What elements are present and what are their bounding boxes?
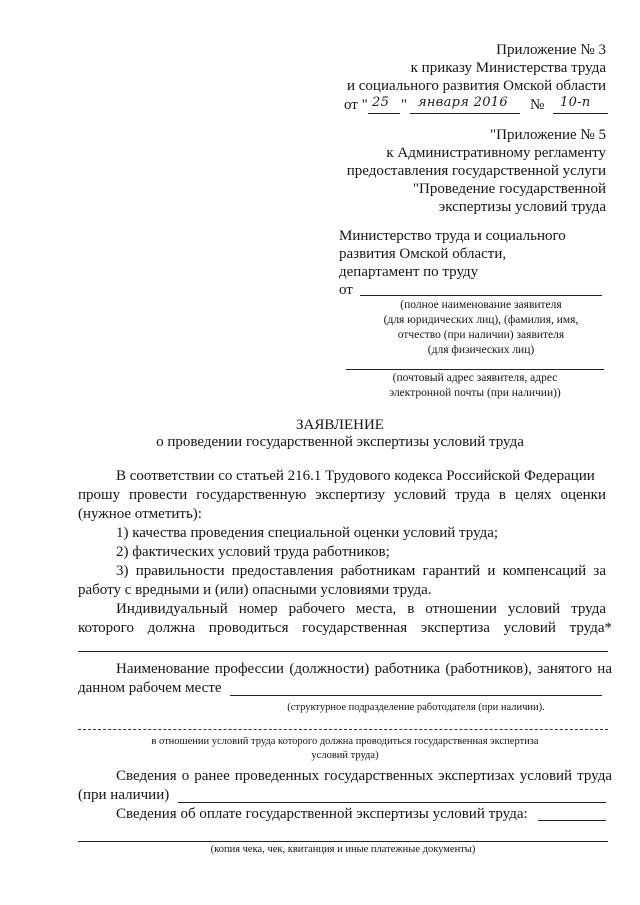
payment-inline-field-line: [538, 820, 606, 821]
note-address-l2: электронной почты (при наличии)): [389, 387, 561, 399]
appendix3-date-day: 25: [372, 95, 390, 110]
applicant-name-field-line: [360, 295, 602, 296]
appendix3-line1: Приложение № 3: [496, 42, 606, 58]
appendix5-line2: к Административному регламенту: [386, 145, 606, 161]
addressee-line3: департамент по труду: [339, 264, 479, 280]
appendix5-line1: "Приложение № 5: [490, 127, 606, 143]
p1-line3: (нужное отметить):: [78, 506, 202, 522]
workplace-number-field-line: [78, 651, 608, 652]
p4-line2: (при наличии): [78, 787, 170, 803]
p1-line1: В соответствии со статьей 216.1 Трудового кодекса Российской Федерации: [116, 468, 595, 484]
addressee-line1: Министерство труда и социального: [339, 228, 566, 244]
note-relation-l2: условий труда): [311, 750, 379, 761]
option-item-3-line1: 3) правильности предоставления работникам гарантий и компенсаций за: [116, 563, 606, 579]
note-applicant-l4: (для физических лиц): [427, 344, 535, 356]
addressee-from-label: от: [339, 282, 353, 298]
appendix3-line2: к приказу Министерства труда: [410, 60, 606, 76]
note-address-l1: (почтовый адрес заявителя, адрес: [392, 372, 558, 384]
appendix3-number-prefix: №: [530, 97, 545, 113]
note-relation-l1: в отношении условий труда которого должна проводиться государственная экспертиза: [151, 736, 539, 747]
p1-line2: прошу провести государственную экспертизу условий труда в целях оценки: [78, 487, 606, 503]
profession-field-line: [230, 695, 602, 696]
payment-field-line: [78, 841, 608, 842]
date-month-underline: [410, 113, 520, 114]
p5-line1: Сведения об оплате государственной экспертизы условий труда:: [116, 806, 528, 822]
document-subtitle: о проведении государственной экспертизы условий труда: [156, 434, 524, 450]
p3-line2: данном рабочем месте: [78, 680, 222, 696]
appendix3-date-quote: ": [401, 97, 408, 113]
note-applicant-l3: отчество (при наличии) заявителя: [397, 329, 565, 341]
date-day-underline: [368, 113, 400, 114]
addressee-line2: развития Омской области,: [339, 246, 507, 262]
appendix3-line3: и социального развития Омской области: [346, 78, 606, 94]
address-field-line: [346, 369, 604, 370]
number-underline: [553, 113, 608, 114]
structural-unit-field-line: [78, 729, 608, 730]
note-applicant-l1: (полное наименование заявителя: [400, 299, 562, 311]
document-title: ЗАЯВЛЕНИЕ: [296, 417, 384, 433]
option-item-2: 2) фактических условий труда работников;: [116, 544, 390, 560]
previous-expertise-field-line: [178, 802, 606, 803]
appendix5-line5: экспертизы условий труда: [438, 199, 606, 215]
appendix3-date-month-year: января 2016: [418, 95, 508, 110]
appendix5-line3: предоставления государственной услуги: [346, 163, 606, 179]
note-applicant-l2: (для юридических лиц), (фамилия, имя,: [383, 314, 579, 326]
appendix5-line4: "Проведение государственной: [412, 181, 606, 197]
note-payment: (копия чека, чек, квитанция и иные платежные документы): [210, 844, 476, 855]
appendix3-number-value: 10-п: [560, 95, 591, 110]
appendix3-date-prefix: от ": [344, 97, 368, 113]
p3-line1: Наименование профессии (должности) работника (работников), занятого на: [116, 661, 612, 677]
option-item-1: 1) качества проведения специальной оценки условий труда;: [116, 525, 499, 541]
p2-line1: Индивидуальный номер рабочего места, в отношении условий труда: [116, 601, 606, 617]
note-structural-unit: (структурное подразделение работодателя (при наличии).: [287, 702, 545, 713]
p2-line2: которого должна проводиться государственная экспертиза условий труда*: [78, 620, 612, 636]
p4-line1: Сведения о ранее проведенных государственных экспертизах условий труда: [116, 768, 612, 784]
option-item-3-line2: работу с вредными и (или) опасными условиями труда.: [78, 582, 432, 598]
